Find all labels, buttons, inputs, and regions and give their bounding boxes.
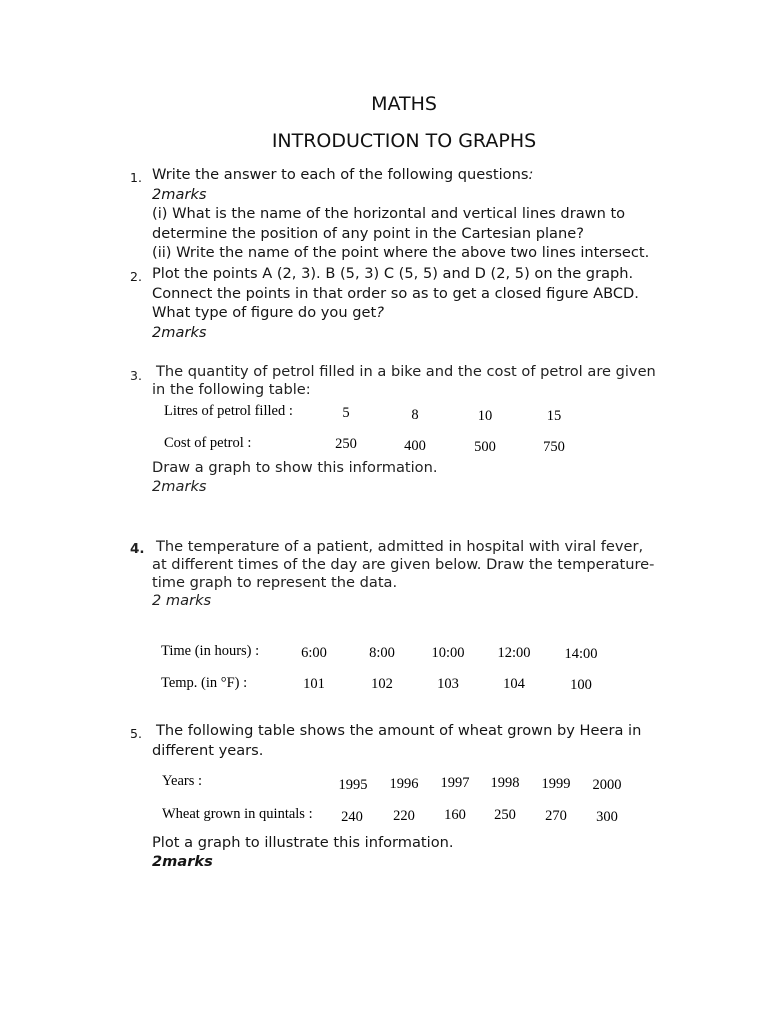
table-cell: 1995 bbox=[338, 777, 368, 793]
table-cell: 5 bbox=[342, 405, 350, 421]
row-label: Wheat grown in quintals : bbox=[162, 806, 313, 822]
table-cell: 240 bbox=[341, 809, 363, 825]
table-cell: 6:00 bbox=[301, 645, 327, 661]
question-text: Plot the points A (2, 3). B (5, 3) C (5, 5) and D (2, 5) on the graph. bbox=[152, 265, 634, 282]
table-cell: 104 bbox=[503, 676, 525, 692]
marks-label: 2marks bbox=[152, 323, 207, 341]
question-text: (i) What is the name of the horizontal and vertical lines drawn to bbox=[152, 205, 626, 223]
table-cell: 250 bbox=[494, 807, 516, 823]
table-cell: 10 bbox=[477, 408, 493, 424]
question-number: 2. bbox=[130, 269, 142, 284]
question-text: Write the answer to each of the following questions bbox=[152, 166, 529, 183]
table-cell: 103 bbox=[437, 676, 459, 692]
table-cell: 101 bbox=[303, 676, 325, 692]
question-number: 5. bbox=[130, 726, 142, 741]
row-label: Years : bbox=[162, 773, 203, 789]
marks-label: 2marks bbox=[152, 185, 207, 203]
row-label: Cost of petrol : bbox=[164, 435, 252, 451]
question-number: 3. bbox=[130, 368, 142, 383]
question-number: 4. bbox=[130, 541, 145, 557]
question-text: What type of figure do you get bbox=[152, 304, 377, 322]
table-cell: 15 bbox=[546, 408, 562, 424]
table-cell: 220 bbox=[393, 808, 415, 824]
question-text: Connect the points in that order so as to get a closed figure ABCD. bbox=[152, 284, 639, 302]
table-cell: 8 bbox=[411, 407, 419, 423]
row-label: Time (in hours) : bbox=[161, 643, 260, 659]
table-cell: 1996 bbox=[389, 776, 419, 792]
page-title: INTRODUCTION TO GRAPHS bbox=[271, 130, 537, 152]
table-cell: 102 bbox=[371, 676, 393, 692]
table-cell: 750 bbox=[543, 439, 565, 455]
question-mark: ? bbox=[376, 304, 384, 322]
table-cell: 14:00 bbox=[564, 646, 598, 662]
question-text: in the following table: bbox=[152, 381, 311, 398]
table-cell: 160 bbox=[444, 807, 466, 823]
table-cell: 1998 bbox=[490, 775, 520, 791]
table-cell: 2000 bbox=[592, 777, 622, 793]
marks-label: 2marks bbox=[152, 477, 207, 495]
table-cell: 1997 bbox=[440, 775, 470, 791]
question-text: time graph to represent the data. bbox=[152, 574, 398, 591]
question-text: different years. bbox=[152, 741, 264, 759]
question-text: determine the position of any point in the Cartesian plane? bbox=[152, 224, 584, 242]
marks-label: 2 marks bbox=[152, 592, 212, 609]
table-cell: 400 bbox=[404, 438, 426, 454]
table-cell: 270 bbox=[545, 808, 567, 824]
question-text: Draw a graph to show this information. bbox=[152, 459, 438, 476]
table-cell: 8:00 bbox=[369, 645, 395, 661]
question-text: The quantity of petrol filled in a bike and the cost of petrol are given bbox=[156, 363, 656, 380]
question-text: (ii) Write the name of the point where the above two lines intersect. bbox=[152, 244, 650, 262]
subject-heading: MATHS bbox=[371, 93, 437, 115]
table-cell: 1999 bbox=[541, 776, 571, 792]
question-text: at different times of the day are given below. Draw the temperature- bbox=[152, 556, 655, 573]
question-text: The temperature of a patient, admitted in hospital with viral fever, bbox=[156, 538, 644, 555]
table-cell: 100 bbox=[570, 677, 592, 693]
table-cell: 250 bbox=[335, 436, 357, 452]
table-cell: 500 bbox=[474, 439, 496, 455]
marks-label: 2marks bbox=[152, 853, 213, 870]
table-cell: 12:00 bbox=[497, 645, 531, 661]
question-colon: : bbox=[528, 166, 534, 183]
table-cell: 10:00 bbox=[431, 645, 465, 661]
row-label: Temp. (in °F) : bbox=[161, 675, 248, 691]
question-text: Plot a graph to illustrate this information. bbox=[152, 834, 454, 851]
question-number: 1. bbox=[130, 170, 142, 185]
question-text: The following table shows the amount of wheat grown by Heera in bbox=[156, 722, 642, 739]
row-label: Litres of petrol filled : bbox=[164, 403, 293, 419]
table-cell: 300 bbox=[596, 809, 618, 825]
